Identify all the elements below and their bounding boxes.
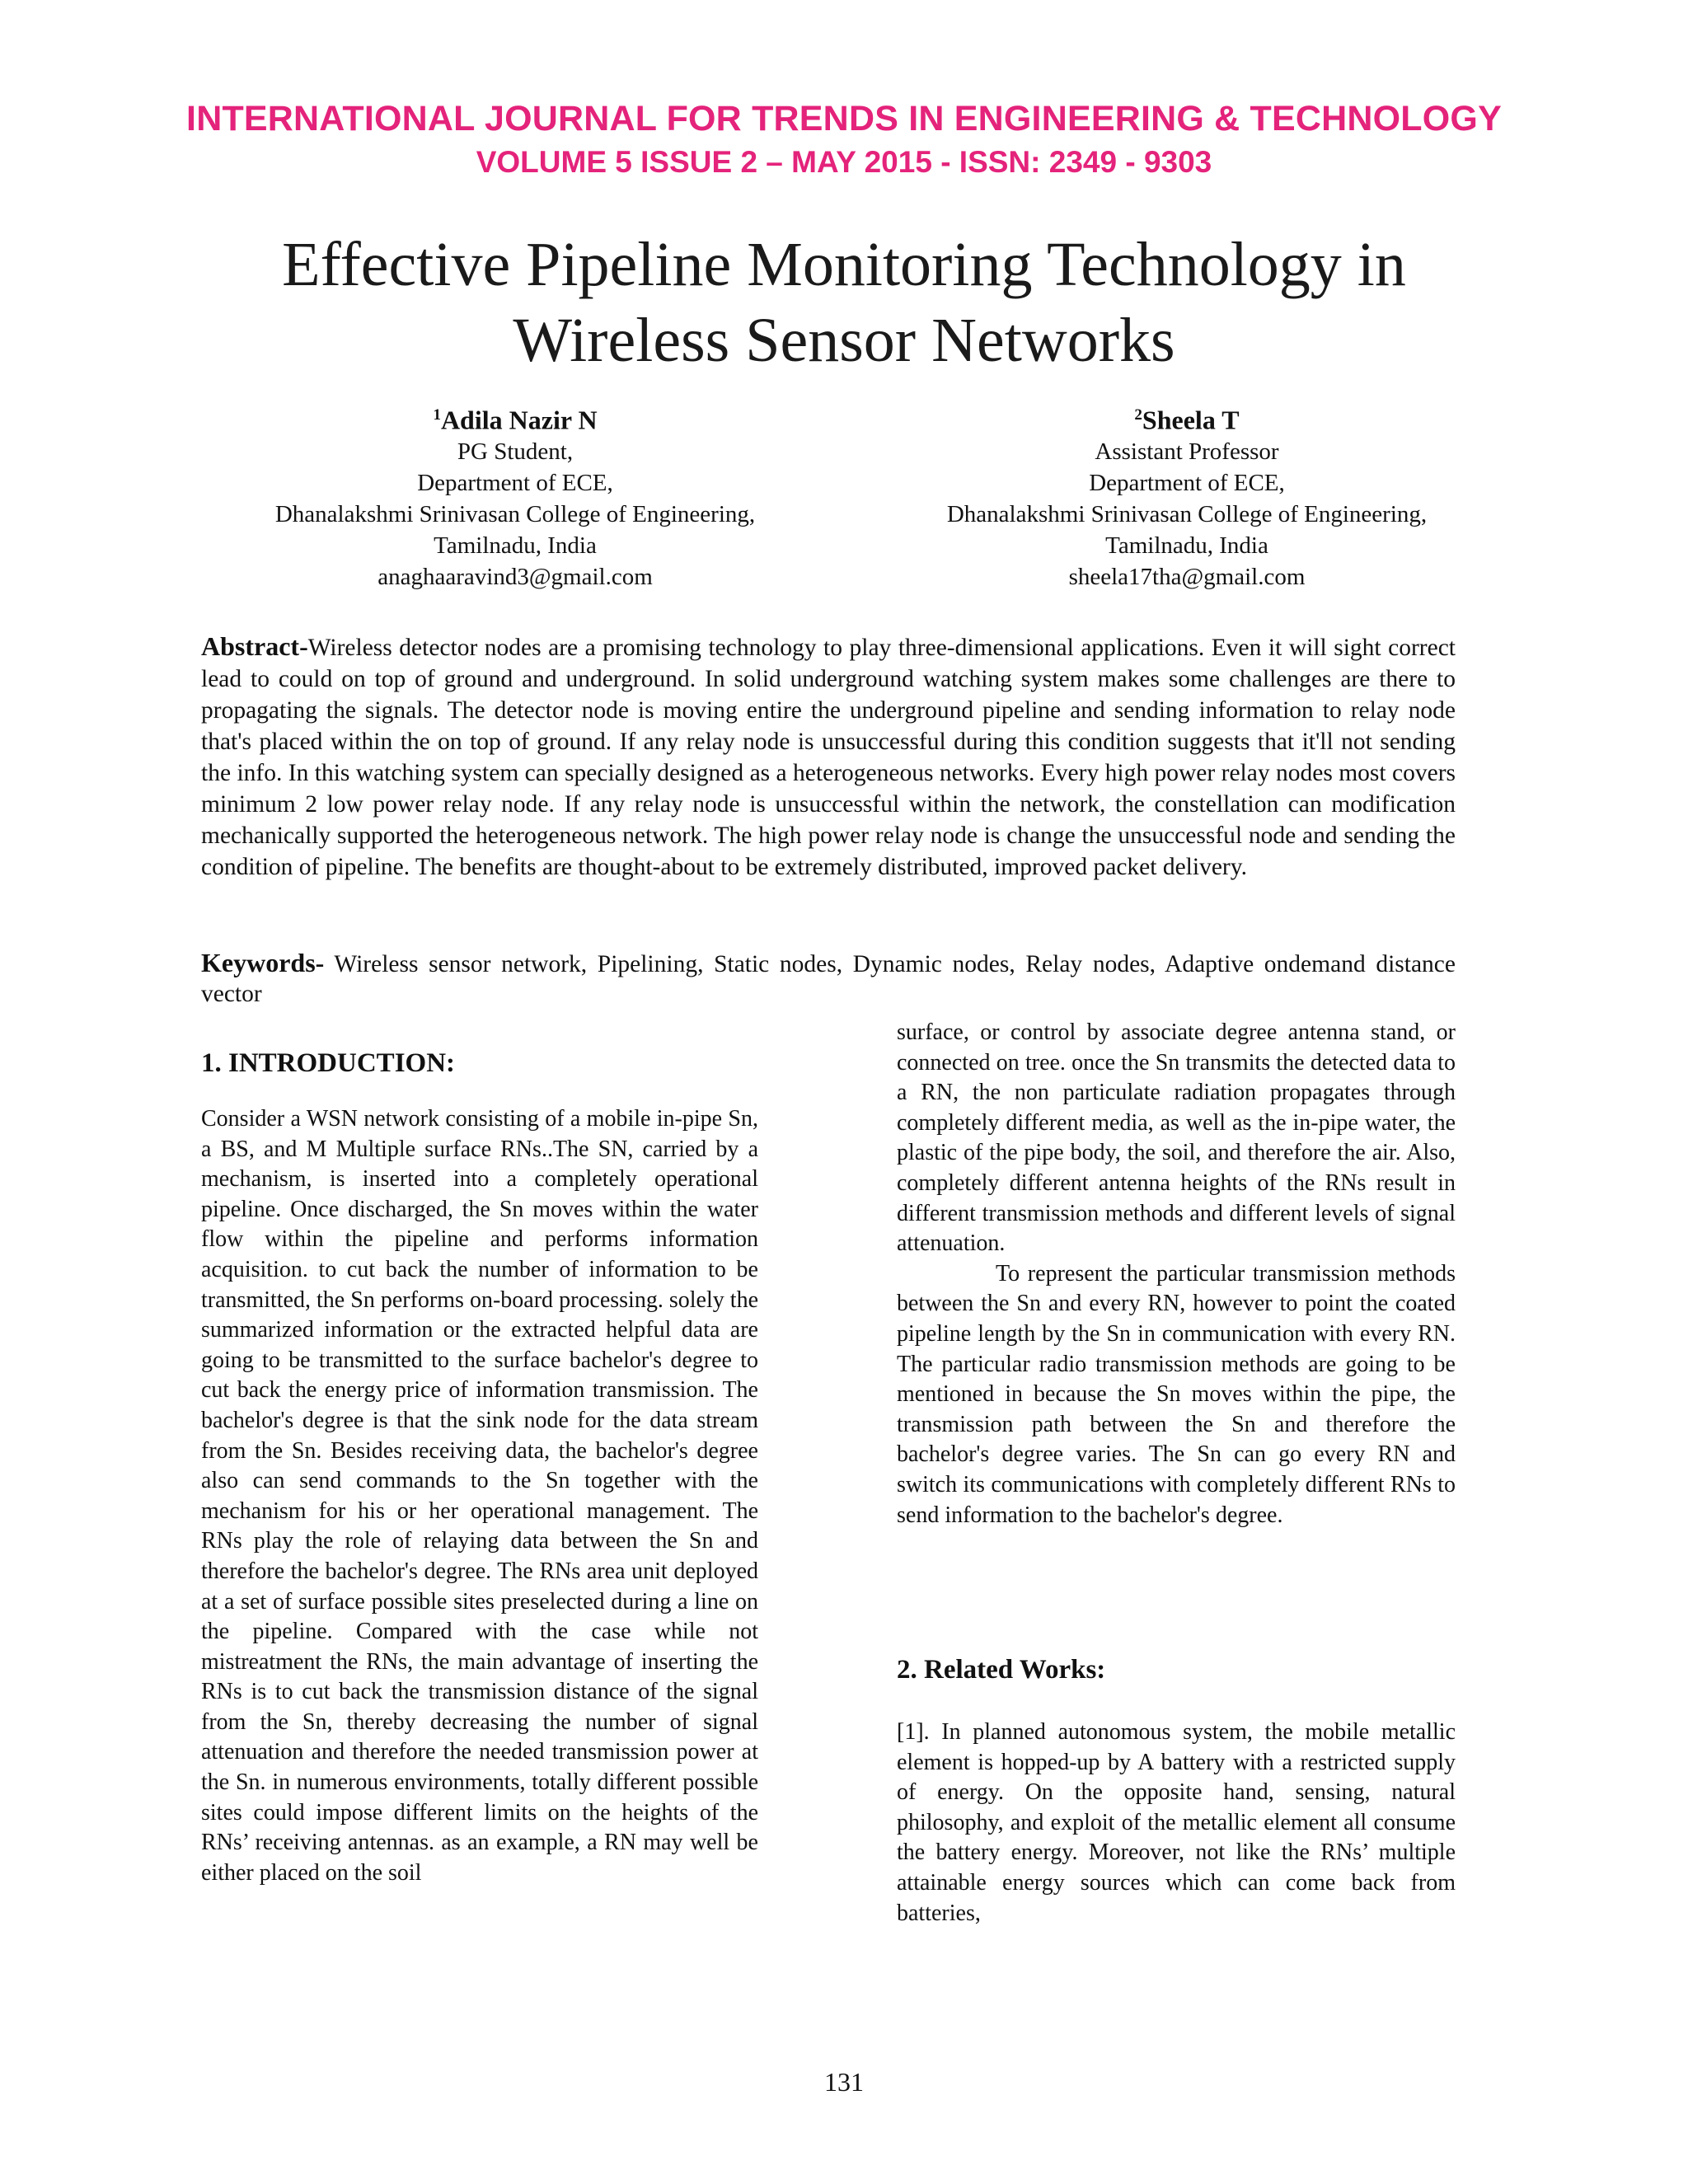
keywords-label: Keywords- <box>201 948 325 977</box>
author-name-text: Sheela T <box>1142 405 1240 435</box>
keywords <box>201 948 1456 1009</box>
author-block-2 <box>824 400 1550 593</box>
abstract-label: Abstract- <box>201 631 308 661</box>
author-department: Department of ECE, <box>417 469 613 496</box>
journal-issue: VOLUME 5 ISSUE 2 – MAY 2015 - ISSN: 2349 - 9303 <box>476 145 1212 179</box>
section-heading-introduction: 1. INTRODUCTION: <box>201 1048 456 1078</box>
abstract-text: Wireless detector nodes are a promising technology to play three-dimensional applications. Even it will sight correct lead to could on top of ground and underground. In solid underground watching system makes some challenges are there to propagating the signals. The detector node is moving entire the underground pipeline and sending information to relay node that's placed within the on top of ground. If any relay node is unsuccessful during this condition suggests that it'll not sending the info. In this watching system can specially designed as a heterogeneous networks. Every high power relay nodes most covers minimum 2 low power relay node. If any relay node is unsuccessful within the network, the constellation can modification mechanically supported the heterogeneous network. The high power relay node is change the unsuccessful node and sending the condition of pipeline. The benefits are thought-about to be extremely distributed, improved packet delivery. <box>201 635 1456 880</box>
right-column <box>897 1018 1456 1530</box>
author-email: anaghaaravind3@gmail.com <box>377 563 653 590</box>
author-email: sheela17tha@gmail.com <box>1068 563 1306 590</box>
left-column <box>201 1104 758 1888</box>
author-number: 2 <box>1134 406 1142 424</box>
author-name-text: Adila Nazir N <box>440 405 598 435</box>
section-heading-related-works: 2. Related Works: <box>897 1655 1106 1685</box>
intro-paragraph-2: To represent the particular transmission methods between the Sn and every RN, however to point the coated pipeline length by the Sn in communication with every RN. The particular radio transmission methods are going to be mentioned in because the Sn moves within the pipe, the transmission path between the Sn and therefore the bachelor's degree varies. The Sn can go every RN and switch its communications with completely different RNs to send information to the bachelor's degree. <box>897 1260 1456 1528</box>
intro-paragraph-1-continued: surface, or control by associate degree antenna stand, or connected on tree. once the Sn transmits the detected data to a RN, the non particulate radiation propagates through completely different media, as well as the in-pipe water, the plastic of the pipe body, the soil, and therefore the air. Also, completely different antenna heights of the RNs result in different transmission methods and different levels of signal attenuation. <box>897 1019 1456 1257</box>
author-name <box>824 400 1550 436</box>
author-location: Tamilnadu, India <box>1105 532 1268 559</box>
paper-title-line-2: Wireless Sensor Networks <box>513 306 1175 375</box>
author-role: PG Student, <box>457 438 574 465</box>
author-block-1 <box>152 400 878 593</box>
page-number: 131 <box>824 2067 864 2097</box>
author-college: Dhanalakshmi Srinivasan College of Engineering, <box>274 500 756 527</box>
author-name <box>152 400 878 436</box>
author-department: Department of ECE, <box>1089 469 1285 496</box>
author-location: Tamilnadu, India <box>434 532 597 559</box>
paper-title-line-1: Effective Pipeline Monitoring Technology in <box>282 230 1406 299</box>
abstract <box>201 630 1456 883</box>
related-paragraph-1: [1]. In planned autonomous system, the mobile metallic element is hopped-up by A battery with a restricted supply of energy. On the opposite hand, sensing, natural philosophy, and exploit of the metallic element all consume the battery energy. Moreover, not like the RNs’ multiple attainable energy sources which can come back from batteries, <box>897 1719 1456 1926</box>
journal-name: INTERNATIONAL JOURNAL FOR TRENDS IN ENGINEERING & TECHNOLOGY <box>186 99 1502 138</box>
intro-paragraph-1: Consider a WSN network consisting of a mobile in-pipe Sn, a BS, and M Multiple surface RNs..The SN, carried by a mechanism, is inserted into a completely operational pipeline. Once discharged, the Sn moves within the water flow within the pipeline and performs information acquisition. to cut back the number of information to be transmitted, the Sn performs on-board processing. solely the summarized information or the extracted helpful data are going to be transmitted to the surface bachelor's degree to cut back the energy price of information transmission. The bachelor's degree is that the sink node for the data stream from the Sn. Besides receiving data, the bachelor's degree also can send commands to the Sn together with the mechanism for his or her operational management. The RNs play the role of relaying data between the Sn and therefore the bachelor's degree. The RNs area unit deployed at a set of surface possible sites preselected during a line on the pipeline. Compared with the case while not mistreatment the RNs, the main advantage of inserting the RNs is to cut back the transmission distance of the signal from the Sn, thereby decreasing the number of signal attenuation and therefore the needed transmission power at the Sn. in numerous environments, totally different possible sites could impose different limits on the heights of the RNs’ receiving antennas. as an example, a RN may well be either placed on the soil <box>201 1106 758 1886</box>
keywords-text: Wireless sensor network, Pipelining, Static nodes, Dynamic nodes, Relay nodes, Adaptive ondemand distance vector <box>201 951 1456 1007</box>
author-role: Assistant Professor <box>1095 438 1279 465</box>
related-works-body <box>897 1718 1456 1929</box>
paper-title <box>0 227 1688 378</box>
author-number: 1 <box>433 406 441 424</box>
author-college: Dhanalakshmi Srinivasan College of Engineering, <box>946 500 1428 527</box>
